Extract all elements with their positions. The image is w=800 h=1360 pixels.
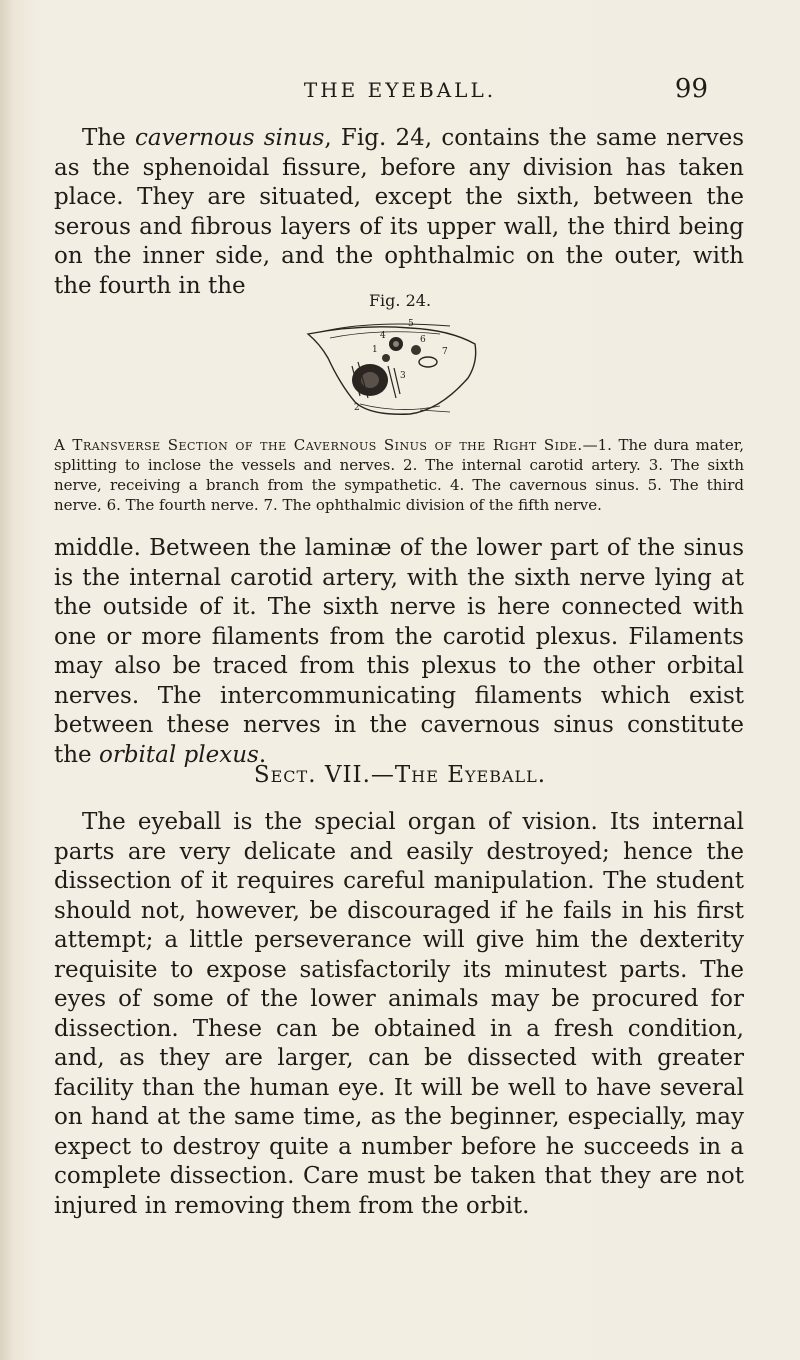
running-title: THE EYEBALL. <box>303 78 497 102</box>
figure-label: Fig. 24. <box>368 291 432 310</box>
paragraph-orbital-plexus <box>54 534 744 770</box>
paragraph-cavernous-sinus <box>54 124 744 301</box>
page-number: 99 <box>674 74 708 104</box>
callout-2: 2 <box>354 403 360 413</box>
callout-5: 5 <box>408 319 414 329</box>
paragraph-1-after: , Fig. 24, contains the same nerves as the sphenoidal fissure, before any division has taken place. They are situated, except the sixth, between the serous and fibrous layers of its upper wall, the third being on the inner side, and the ophthalmic on the outer, with the fourth in the <box>54 125 744 299</box>
callout-6: 6 <box>420 335 426 345</box>
callout-3: 3 <box>400 371 406 381</box>
term-cavernous-sinus: cavernous sinus <box>135 125 325 151</box>
paragraph-eyeball: The eyeball is the special organ of vision. Its internal parts are very delicate and easily destroyed; hence the dissection of it requires careful manipulation. The student should not, however, be discouraged if he fails in his first attempt; a little perseverance will give him the dexterity requisite to expose satisfactorily its minutest parts. The eyes of some of the lower animals may be procured for dissection. These can be obtained in a fresh condition, and, as they are larger, can be dissected with greater facility than the human eye. It will be well to have several on hand at the same time, as the beginner, especially, may expect to destroy quite a number before he succeeds in a complete dissection. Care must be taken that they are not injured in removing them from the orbit. <box>54 809 744 1219</box>
paragraph-2-before: middle. Between the laminæ of the lower part of the sinus is the internal carotid artery, with the sixth nerve lying at the outside of it. The sixth nerve is here connected with one or more filaments from the carotid plexus. Filaments may also be traced from this plexus to the other orbital nerves. The intercommunicating filaments which exist between these nerves in the cavernous sinus constitute the <box>54 535 744 768</box>
running-head <box>0 74 800 108</box>
cavernous-sinus-illustration <box>300 318 500 418</box>
callout-1: 1 <box>372 345 378 355</box>
paragraph-1-before: The <box>82 125 136 151</box>
caption-body: —1. The dura mater, splitting to inclose the vessels and nerves. 2. The internal carotid artery. 3. The sixth nerve, receiving a branch from the sympathetic. 4. The cavernous sinus. 5. The third nerve. 6. The fourth nerve. 7. The ophthalmic division of the fifth nerve. <box>54 436 744 514</box>
callout-4: 4 <box>380 331 386 341</box>
term-orbital-plexus: orbital plexus <box>98 741 259 768</box>
figure-caption <box>54 435 744 515</box>
caption-lead: A Transverse Section of the Cavernous Sinus of the Right Side. <box>54 436 583 454</box>
callout-7: 7 <box>442 347 448 357</box>
section-heading: Sect. VII.—The Eyeball. <box>253 762 547 788</box>
paragraph-2-after: . <box>258 741 267 768</box>
